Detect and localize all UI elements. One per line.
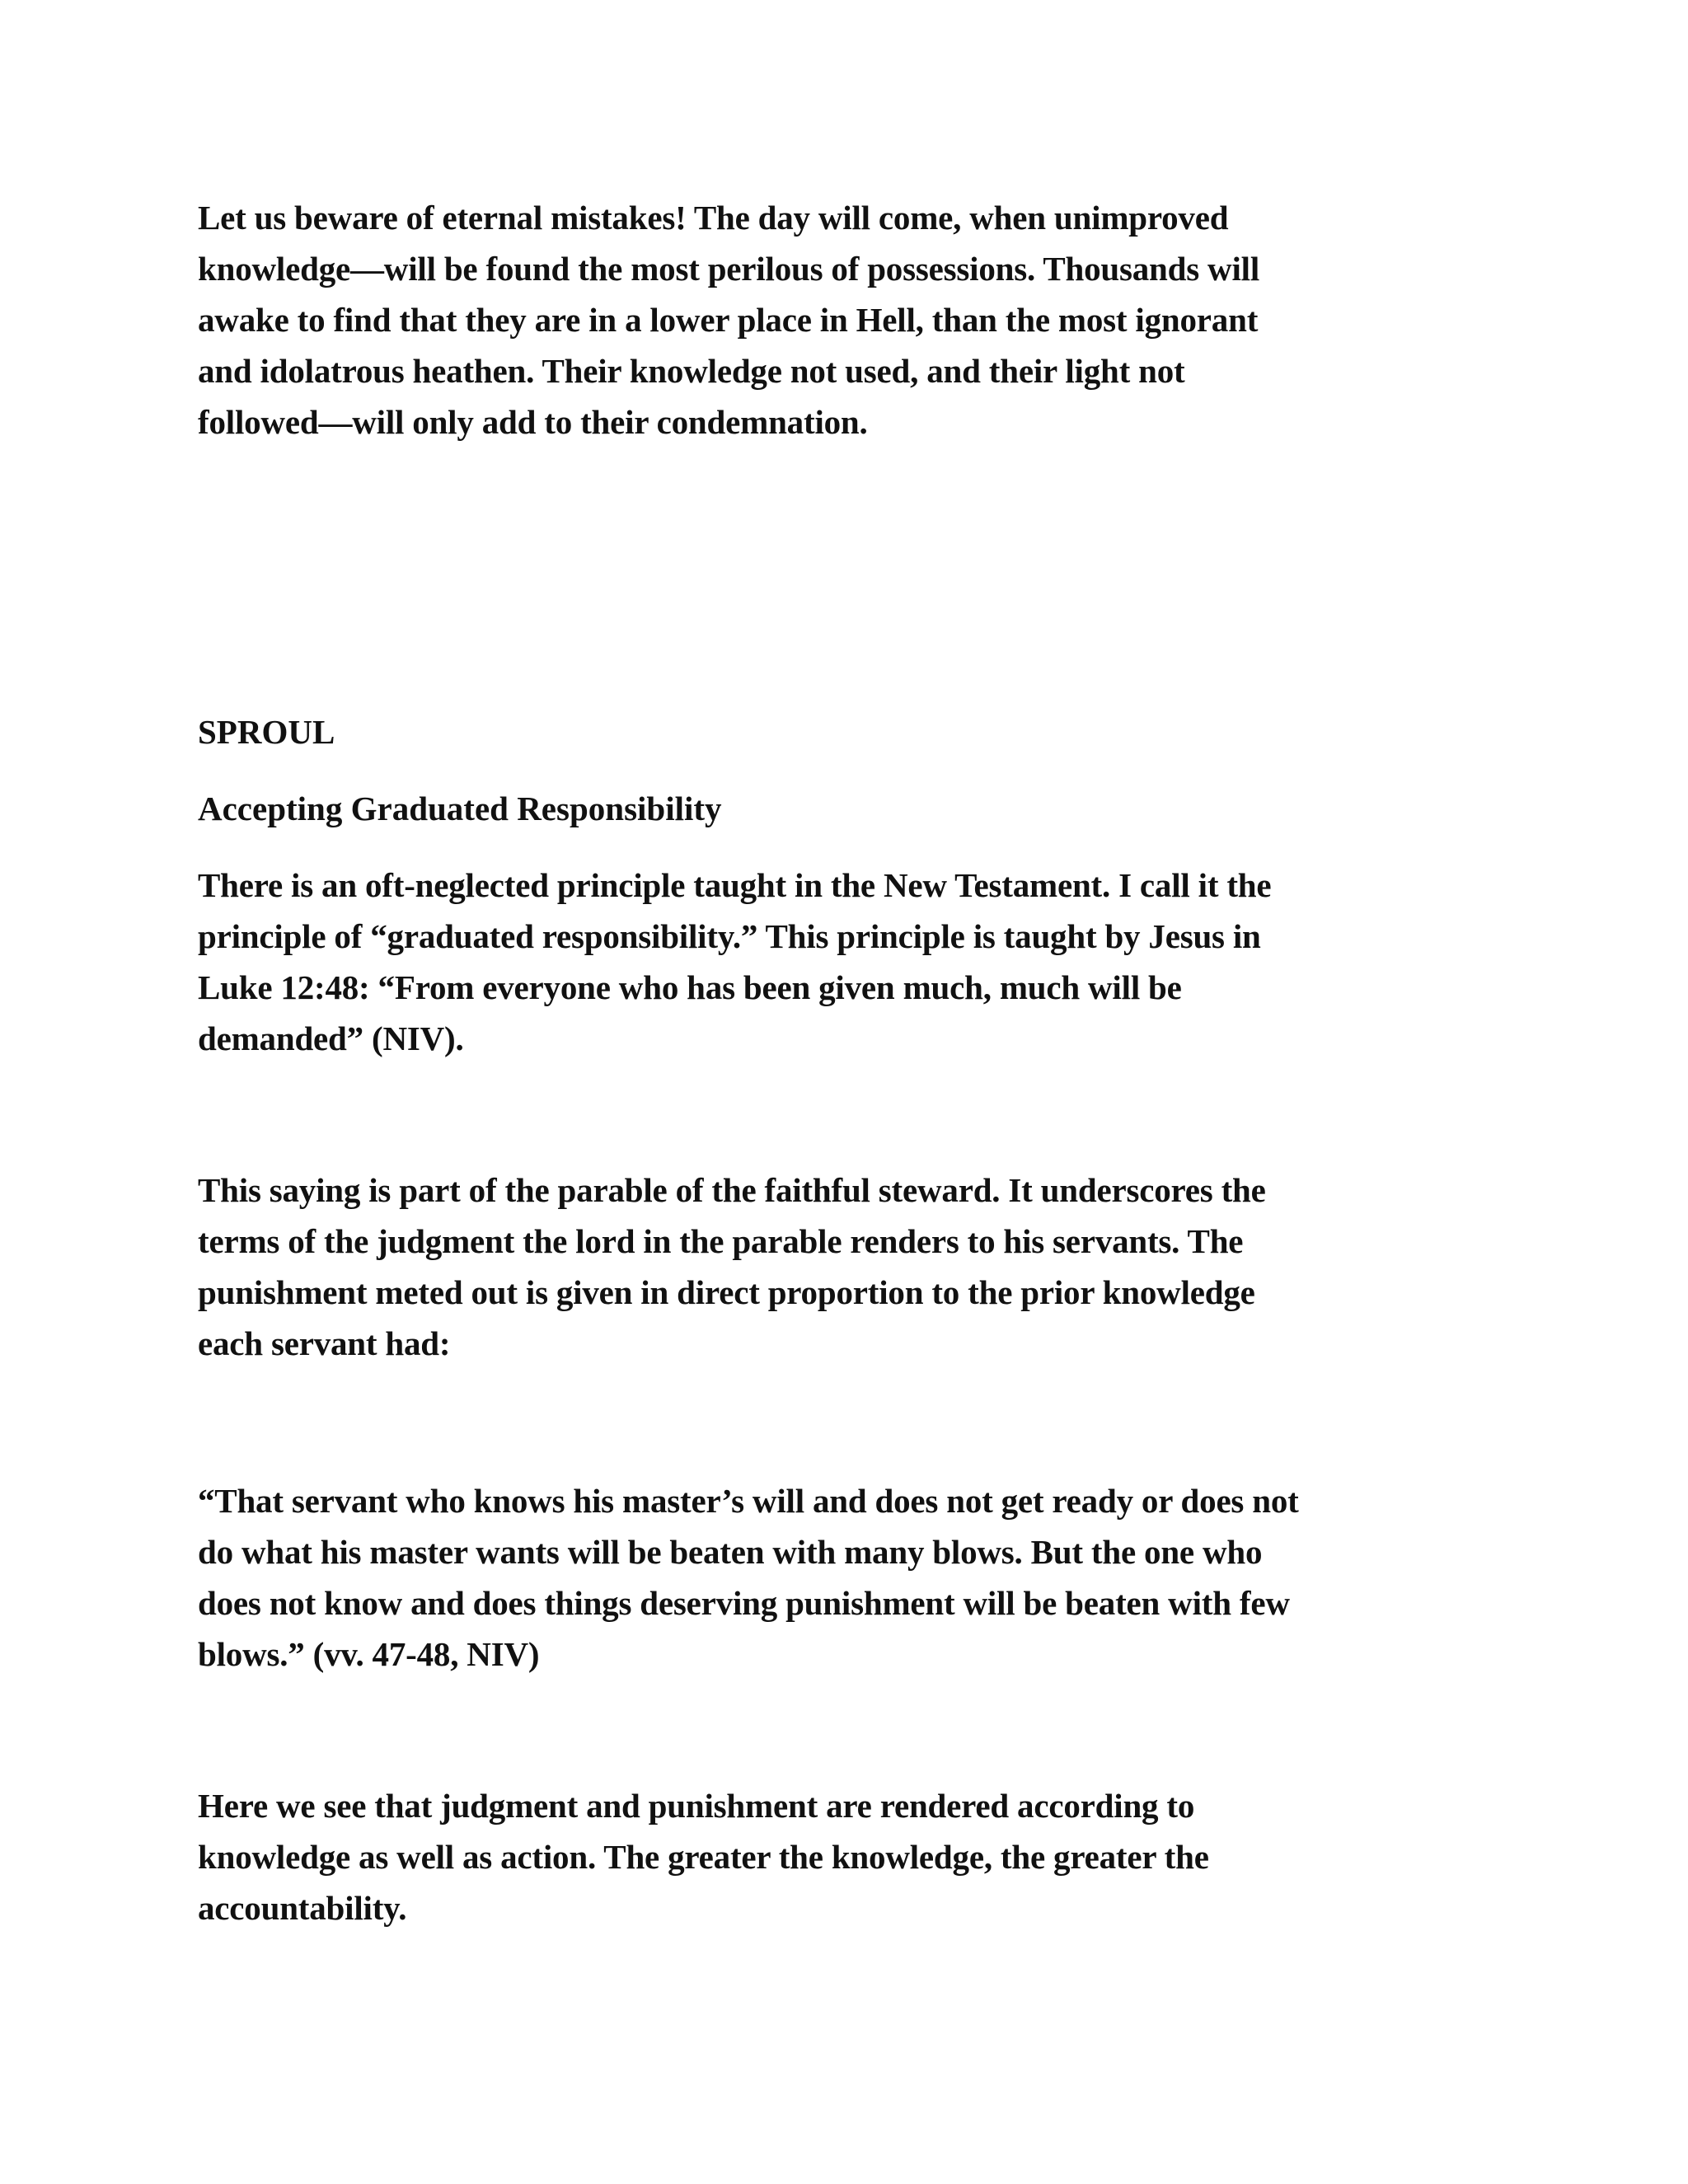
text-line: awake to find that they are in a lower place in Hell, than the most ignorant bbox=[198, 301, 1259, 339]
conclusion-paragraph bbox=[198, 1780, 1484, 1933]
section-title: Accepting Graduated Responsibility bbox=[198, 790, 722, 827]
text-line: Let us beware of eternal mistakes! The day will come, when unimproved bbox=[198, 199, 1229, 237]
text-line: principle of “graduated responsibility.” This principle is taught by Jesus in bbox=[198, 917, 1261, 955]
text-line: This saying is part of the parable of the faithful steward. It underscores the bbox=[198, 1171, 1266, 1209]
text-line: punishment meted out is given in direct proportion to the prior knowledge bbox=[198, 1273, 1255, 1311]
text-line: blows.” (vv. 47-48, NIV) bbox=[198, 1635, 540, 1673]
text-line: and idolatrous heathen. Their knowledge not used, and their light not bbox=[198, 352, 1185, 390]
text-line: do what his master wants will be beaten with many blows. But the one who bbox=[198, 1533, 1263, 1571]
text-line: accountability. bbox=[198, 1889, 407, 1927]
paragraph-graduated-responsibility bbox=[198, 860, 1484, 1064]
text-line: There is an oft-neglected principle taught in the New Testament. I call it the bbox=[198, 866, 1272, 904]
text-line: knowledge—will be found the most perilous of possessions. Thousands will bbox=[198, 250, 1260, 288]
text-line: each servant had: bbox=[198, 1324, 451, 1362]
text-line: Here we see that judgment and punishment are rendered according to bbox=[198, 1787, 1195, 1825]
intro-paragraph bbox=[198, 192, 1484, 448]
text-line: “That servant who knows his master’s will and does not get ready or does not bbox=[198, 1482, 1299, 1520]
text-line: followed—will only add to their condemnation. bbox=[198, 403, 868, 441]
text-line: does not know and does things deserving punishment will be beaten with few bbox=[198, 1584, 1290, 1622]
author-heading: SPROUL bbox=[198, 713, 335, 751]
text-line: demanded” (NIV). bbox=[198, 1019, 464, 1057]
scripture-quote bbox=[198, 1475, 1484, 1680]
text-line: Luke 12:48: “From everyone who has been given much, much will be bbox=[198, 968, 1182, 1006]
text-line: knowledge as well as action. The greater the knowledge, the greater the bbox=[198, 1838, 1209, 1876]
text-line: terms of the judgment the lord in the parable renders to his servants. The bbox=[198, 1222, 1244, 1260]
paragraph-faithful-steward bbox=[198, 1165, 1484, 1369]
